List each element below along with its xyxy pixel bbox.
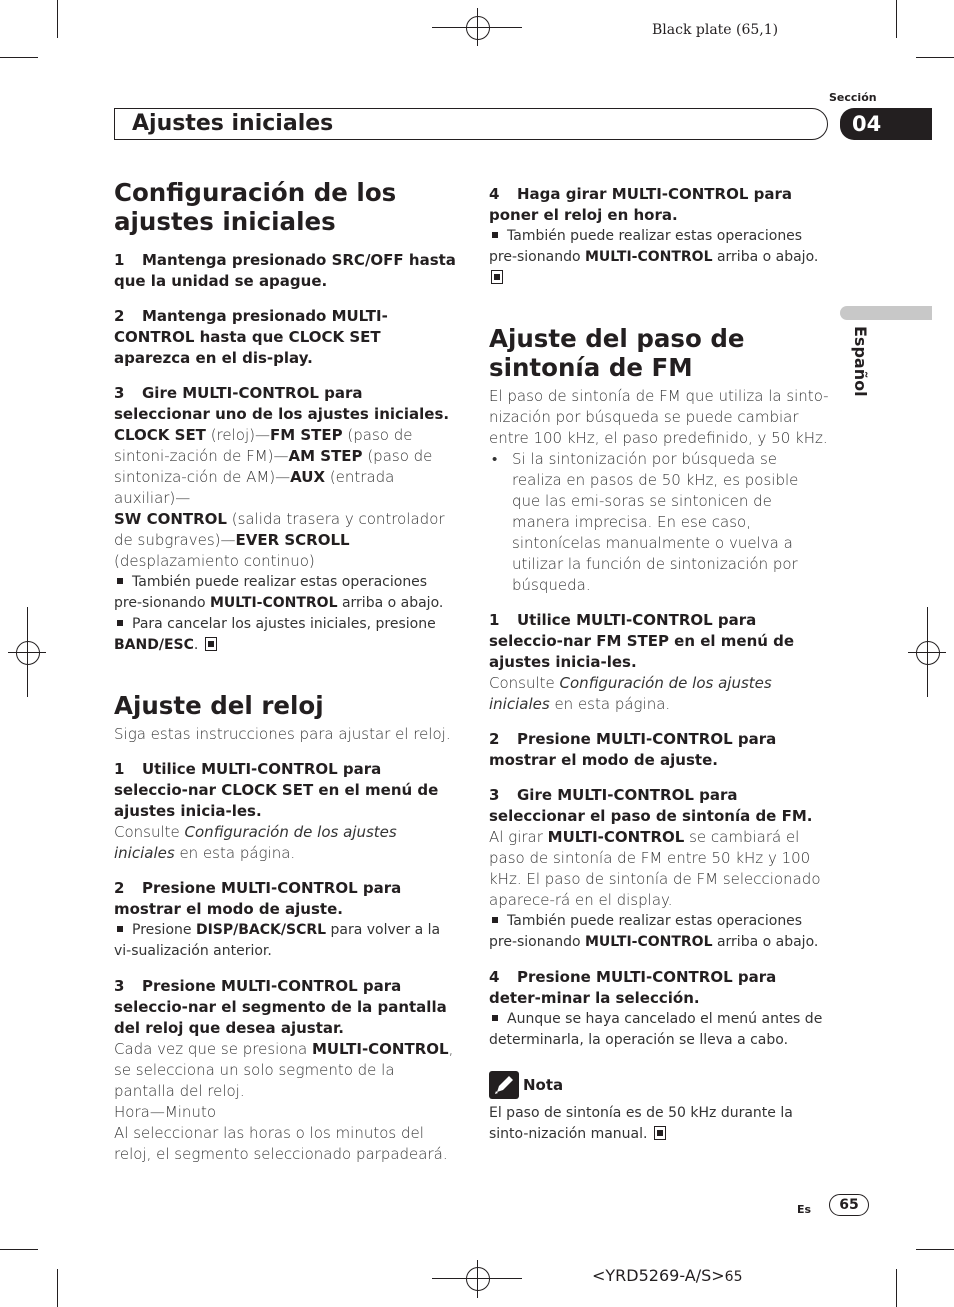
body-text: Siga estas instrucciones para ajustar el reloj.: [114, 725, 451, 743]
section-label: Sección: [829, 91, 877, 104]
body-text: CLOCK SET (reloj)—FM STEP (paso de sintoni-zación de FM)—AM STEP (paso de sintoniza-ción de AM)—AUX (entrada auxiliar)— SW CONTROL (salida trasera y controlador de subgraves)—EVER SCROLL (desplazamiento continuo): [114, 426, 445, 570]
right-column: [489, 184, 831, 1145]
step: 2 Mantenga presionado MULTI-CONTROL hasta que CLOCK SET aparezca en el dis-play.: [114, 307, 388, 367]
bullet-note: También puede realizar estas operaciones pre-sionando MULTI-CONTROL arriba o abajo.: [489, 913, 819, 950]
bullet-note: Aunque se haya cancelado el menú antes de determinarla, la operación se lleva a cabo.: [489, 1011, 823, 1048]
registration-circle: [466, 16, 490, 40]
registration-circle: [916, 641, 940, 665]
bullet-note: Presione DISP/BACK/SCRL para volver a la vi-sualización anterior.: [114, 922, 441, 959]
page-number: 65: [829, 1194, 869, 1216]
left-column: [114, 178, 456, 1165]
step: 1 Utilice MULTI-CONTROL para seleccio-nar FM STEP en el menú de ajustes inicia-les.: [489, 611, 795, 671]
document-code: <YRD5269-A/S>65: [592, 1266, 743, 1285]
step: 4 Presione MULTI-CONTROL para deter-minar la selección.: [489, 968, 777, 1007]
step: 3 Gire MULTI-CONTROL para seleccionar uno de los ajustes iniciales.: [114, 384, 450, 423]
plate-label: Black plate (65,1): [652, 22, 779, 38]
bullet-note: Para cancelar los ajustes iniciales, presione BAND/ESC.: [114, 616, 436, 653]
language-label: Español: [851, 326, 870, 397]
note-text: El paso de sintonía es de 50 kHz durante la sinto-nización manual.: [489, 1105, 793, 1142]
heading-clock: Ajuste del reloj: [114, 691, 324, 720]
language-code: Es: [797, 1203, 812, 1216]
bullet-point: • Si la sintonización por búsqueda se realiza en pasos de 50 kHz, es posible que las emi-soras se sintonicen de manera imprecisa. En ese caso, sintonícelas manualmente o vuelva a utilizar la función de sintonización por búsqueda.: [492, 450, 799, 594]
crop-mark: [57, 1269, 58, 1307]
heading-initial-settings: Configuración de los ajustes iniciales: [114, 178, 397, 236]
step: 2 Presione MULTI-CONTROL para mostrar el modo de ajuste.: [489, 730, 777, 769]
body-text: Hora—Minuto: [114, 1103, 216, 1121]
chapter-header: [114, 108, 828, 140]
body-text: Consulte Configuración de los ajustes iniciales en esta página.: [489, 674, 772, 713]
end-mark-icon: [491, 270, 503, 284]
registration-circle: [16, 641, 40, 665]
body-text: El paso de sintonía de FM que utiliza la sinto-nización por búsqueda se puede cambiar entre 100 kHz, el paso predefinido, y 50 kHz.: [489, 387, 829, 447]
step: 1 Utilice MULTI-CONTROL para seleccio-nar CLOCK SET en el menú de ajustes inicia-les.: [114, 760, 439, 820]
crop-mark: [916, 1249, 954, 1250]
end-mark-icon: [654, 1126, 666, 1140]
crop-mark: [896, 0, 897, 38]
crop-mark: [57, 0, 58, 38]
language-tab: [840, 306, 932, 320]
chapter-title: Ajustes iniciales: [132, 111, 334, 136]
pencil-note-icon: [489, 1071, 519, 1099]
step: 4 Haga girar MULTI-CONTROL para poner el reloj en hora.: [489, 185, 793, 224]
note-label: Nota: [523, 1075, 564, 1094]
note-header: [489, 1071, 831, 1099]
crop-mark: [0, 1249, 38, 1250]
section-number: 04: [840, 108, 932, 140]
registration-circle: [466, 1267, 490, 1291]
bullet-note: También puede realizar estas operaciones pre-sionando MULTI-CONTROL arriba o abajo.: [489, 226, 831, 289]
body-text: Cada vez que se presiona MULTI-CONTROL, se selecciona un solo segmento de la pantalla del reloj.: [114, 1040, 454, 1100]
heading-fm-step: Ajuste del paso de sintonía de FM: [489, 324, 745, 382]
bullet-note: También puede realizar estas operaciones pre-sionando MULTI-CONTROL arriba o abajo.: [114, 574, 444, 611]
step: 1 Mantenga presionado SRC/OFF hasta que la unidad se apague.: [114, 251, 456, 290]
body-text: Consulte Configuración de los ajustes iniciales en esta página.: [114, 823, 397, 862]
crop-mark: [916, 57, 954, 58]
step: 2 Presione MULTI-CONTROL para mostrar el modo de ajuste.: [114, 879, 402, 918]
end-mark-icon: [205, 637, 217, 651]
crop-mark: [0, 57, 38, 58]
body-text: Al girar MULTI-CONTROL se cambiará el paso de sintonía de FM entre 50 kHz y 100 kHz. El paso de sintonía de FM seleccionado aparece-rá en el display.: [489, 828, 821, 909]
crop-mark: [896, 1269, 897, 1307]
body-text: Al seleccionar las horas o los minutos del reloj, el segmento seleccionado parpadeará.: [114, 1124, 448, 1163]
step: 3 Gire MULTI-CONTROL para seleccionar el paso de sintonía de FM.: [489, 786, 813, 825]
step: 3 Presione MULTI-CONTROL para seleccio-nar el segmento de la pantalla del reloj que desea ajustar.: [114, 977, 447, 1037]
